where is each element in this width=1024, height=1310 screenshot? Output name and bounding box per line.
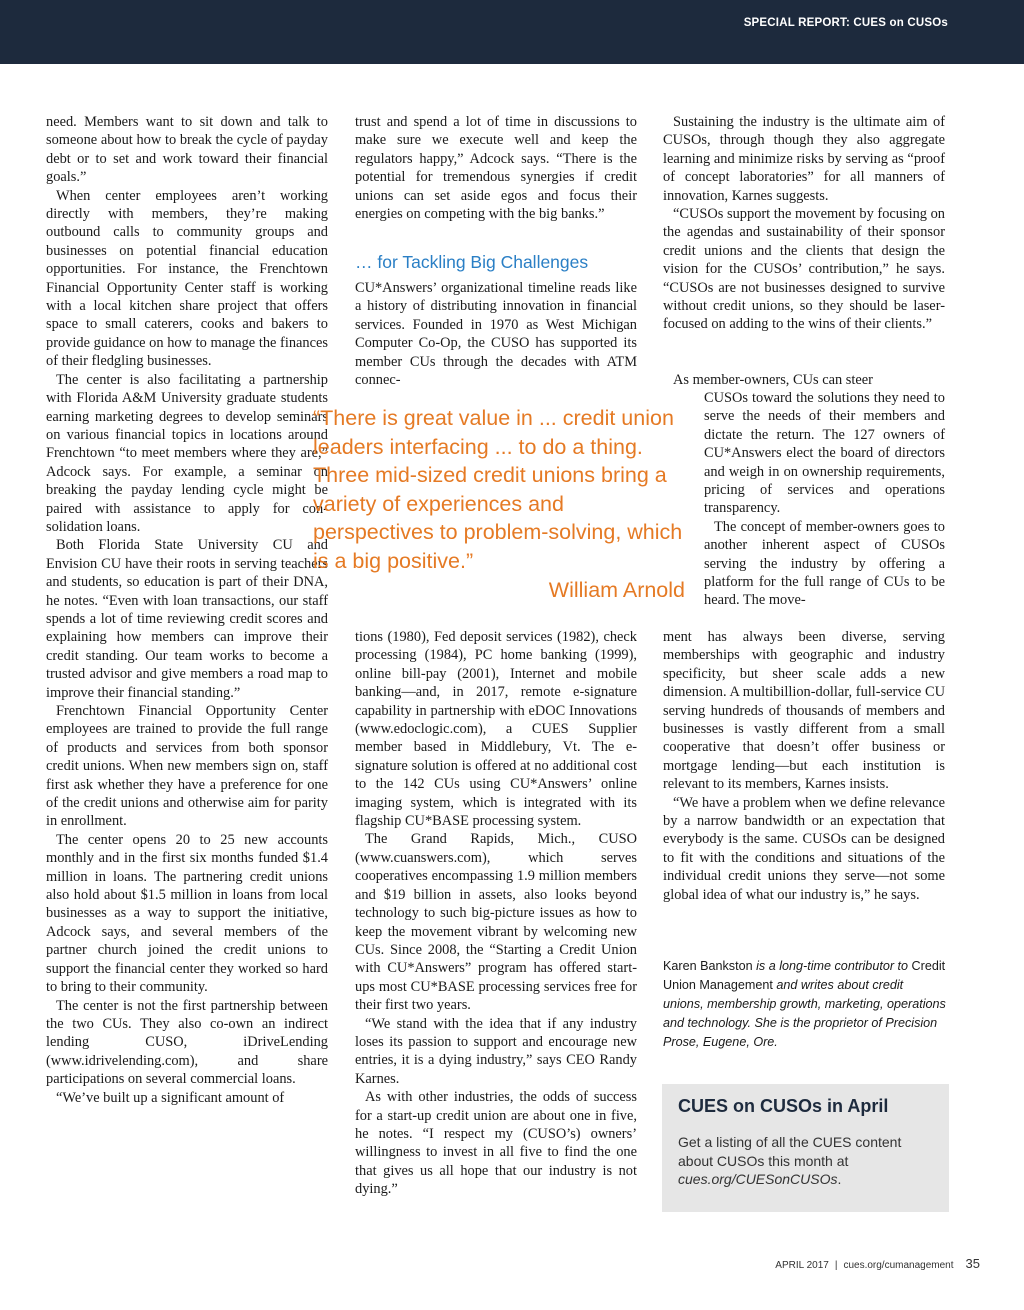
pull-quote-attribution: William Arnold xyxy=(548,577,685,602)
paragraph: CUSOs toward the solutions they need to serve the needs of their members and dictate the return. The 127 owners of CU*Answers elect the board of directors and weigh in on ownership requirements, pricing of services and operations transparency. xyxy=(704,390,945,517)
header-banner xyxy=(0,0,1024,64)
pull-quote-text: “There is great value in ... credit union leaders interfacing ... to do a thing. Three mid-sized credit unions bring a variety of experiences and perspectives to problem-solving, which is a big positive.” xyxy=(313,406,683,573)
paragraph: CU*Answers’ organizational timeline reads like a history of distributing innovation in financial services. Founded in 1970 as West Michigan Computer Co-Op, the CUSO has supported its member CUs through the decades with ATM connec- xyxy=(355,280,637,389)
footer-url[interactable]: cues.org/cumanagement xyxy=(843,1260,954,1271)
sidebar-period: . xyxy=(837,1171,842,1187)
issue-date: APRIL 2017 xyxy=(775,1260,829,1271)
paragraph: Sustaining the industry is the ultimate aim of CUSOs, through though they also aggregate learning and minimize risks by serving as “proof of concept laboratories” for all manners of innovation, Karnes suggests. xyxy=(663,114,945,204)
sidebar-box xyxy=(662,1084,949,1212)
paragraph: tions (1980), Fed deposit services (1982), check processing (1984), PC home banking (1999), online bill-pay (2001), Internet and mobile banking—and, in 2017, remote e-signature capability in partnership with eDOC Innovations (www.edoclogic.com), a CUES Supplier member based in Middlebury, Vt. The e-signature solution is offered at no additional cost to the 142 CUs using CU*Answers’ online imaging system, which is integrated with its flagship CU*BASE processing system. xyxy=(355,629,637,830)
pull-quote xyxy=(313,404,685,604)
paragraph-lead-text: As member-owners, CUs can steer xyxy=(673,372,873,388)
paragraph: As with other industries, the odds of success for a start-up credit union are about one in five, he notes. “I respect my (CUSO’s) owners’ willingness to invest in all five to find the one that gives us all hope that our industry is not dying.” xyxy=(355,1089,637,1198)
article-column-2-bottom xyxy=(355,628,637,1199)
author-name: Karen Bankston xyxy=(663,959,753,973)
page-number: 35 xyxy=(965,1256,980,1271)
paragraph: The center opens 20 to 25 new accounts monthly and in the first six months funded $1.4 million in loans. The partnering credit unions also hold about $1.5 million in loans from local businesses as a way to support the initiative, Adcock says, and several members of the partner church joined the credit unions to support the financial center they worked so hard to bring to their community. xyxy=(46,831,328,996)
article-column-3-bottom xyxy=(663,628,945,904)
article-column-2-top xyxy=(355,113,637,223)
paragraph: The concept of member-owners goes to another inherent aspect of CUSOs serving the industry by offering a platform for the full range of CUs to be heard. The move- xyxy=(704,518,945,609)
article-column-3-top xyxy=(663,113,945,334)
sidebar-body xyxy=(678,1133,940,1189)
paragraph: “We stand with the idea that if any industry loses its passion to support and encourage new entries, it is a dying industry,” says CEO Randy Karnes. xyxy=(355,1015,637,1087)
paragraph: “We’ve built up a significant amount of xyxy=(56,1089,285,1106)
paragraph: Both Florida State University CU and Envision CU have their roots in serving teachers and students, so education is part of their DNA, he notes. “Even with loan transactions, our staff spends a lot of time reviewing credit scores and explaining how members can improve their credit standing. Our team works to become a trusted advisor and give members a road map to improve their financial standing.” xyxy=(46,537,328,701)
paragraph: Frenchtown Financial Opportunity Center employees are trained to provide the full range of products and services from both sponsor credit unions. When new members sign on, staff first ask whether they have a preference for one of the credit unions and otherwise aim for parity in enrollment. xyxy=(46,703,328,830)
author-bio xyxy=(663,957,947,1052)
paragraph: trust and spend a lot of time in discussions to make sure we execute well and keep the regulators happy,” Adcock says. “There is the potential for tremendous synergies if credit unions can set aside egos and focus their energies on competing with the big banks.” xyxy=(355,114,637,223)
bio-text: is a long-time contributor to xyxy=(752,959,912,973)
sidebar-title: CUES on CUSOs in April xyxy=(678,1096,889,1116)
paragraph: “We have a problem when we define relevance by a narrow bandwidth or an expectation that everybody is the same. CUSOs can be designed to fit with the conditions and situations of the individual credit unions they serve—not some global idea of what our industry is,” he says. xyxy=(663,794,945,903)
paragraph-lead xyxy=(663,371,945,389)
article-column-3-wrap xyxy=(704,389,945,610)
bio-text: and writes about credit unions, membership growth, marketing, operations and technology. She is the proprietor of Precision Prose, Eugene, Ore. xyxy=(663,978,946,1049)
paragraph: The center is also facilitating a partnership with Florida A&M University graduate students earning marketing degrees to develop seminars on various financial topics in locations around Frenchtown “to meet members where they are,” Adcock says. For example, a seminar on breaking the payday lending cycle might be paired with assistance to apply for con-solidation loans. xyxy=(46,371,328,535)
page-footer xyxy=(775,1256,980,1271)
paragraph: ment has always been diverse, serving memberships with geographic and industry specificity, but sheer scale adds a new dimension. A multibillion-dollar, full-service CU serving hundreds of thousands of members and businesses is vastly different from a small cooperative that doesn’t offer business or mortgage lending—but each institution is relevant to its members, Karnes insists. xyxy=(663,629,945,793)
paragraph: The center is not the first partnership between the two CUs. They also co-own an indirect lending CUSO, iDriveLending (www.idrivelending.com), and share participations on several commercial loans. xyxy=(46,997,328,1088)
article-column-1 xyxy=(46,113,328,1107)
paragraph: “CUSOs support the movement by focusing on the agendas and sustainability of their sponsor credit unions and the clients that design the vision for the CUSOs’ contribution,” he says. “CUSOs are not businesses designed to survive without credit unions, so they should be laser-focused on adding to the wins of their clients.” xyxy=(663,206,945,333)
footer-separator: | xyxy=(834,1260,838,1271)
paragraph: When center employees aren’t working directly with members, they’re making outbound calls to community groups and businesses on potential financial education opportunities. For instance, the Frenchtown Financial Opportunity Center staff is working with a local kitchen share project that offers space to small caterers, cooks and bakers to provide guidance on how to manage the finances of their fledgling businesses. xyxy=(46,187,328,370)
paragraph: need. Members want to sit down and talk to someone about how to break the cycle of payday debt or to set and work toward their financial goals.” xyxy=(46,114,328,186)
section-title: SPECIAL REPORT: CUES on CUSOs xyxy=(743,17,948,29)
publication-name: Credit Union Management xyxy=(663,959,946,992)
section-subhead: … for Tackling Big Challenges xyxy=(355,252,589,272)
paragraph: The Grand Rapids, Mich., CUSO (www.cuanswers.com), which serves cooperatives encompassing 1.9 million members and $19 billion in assets, also looks beyond technology to such big-picture issues as how to keep the movement vibrant by welcoming new CUs. Since 2008, the “Starting a Credit Union with CU*Answers” program has offered start-ups most CU*BASE processing services free for their first two years. xyxy=(355,831,637,1014)
sidebar-text: Get a listing of all the CUES content about CUSOs this month at xyxy=(678,1134,902,1169)
sidebar-link[interactable]: cues.org/CUESonCUSOs xyxy=(678,1171,838,1187)
